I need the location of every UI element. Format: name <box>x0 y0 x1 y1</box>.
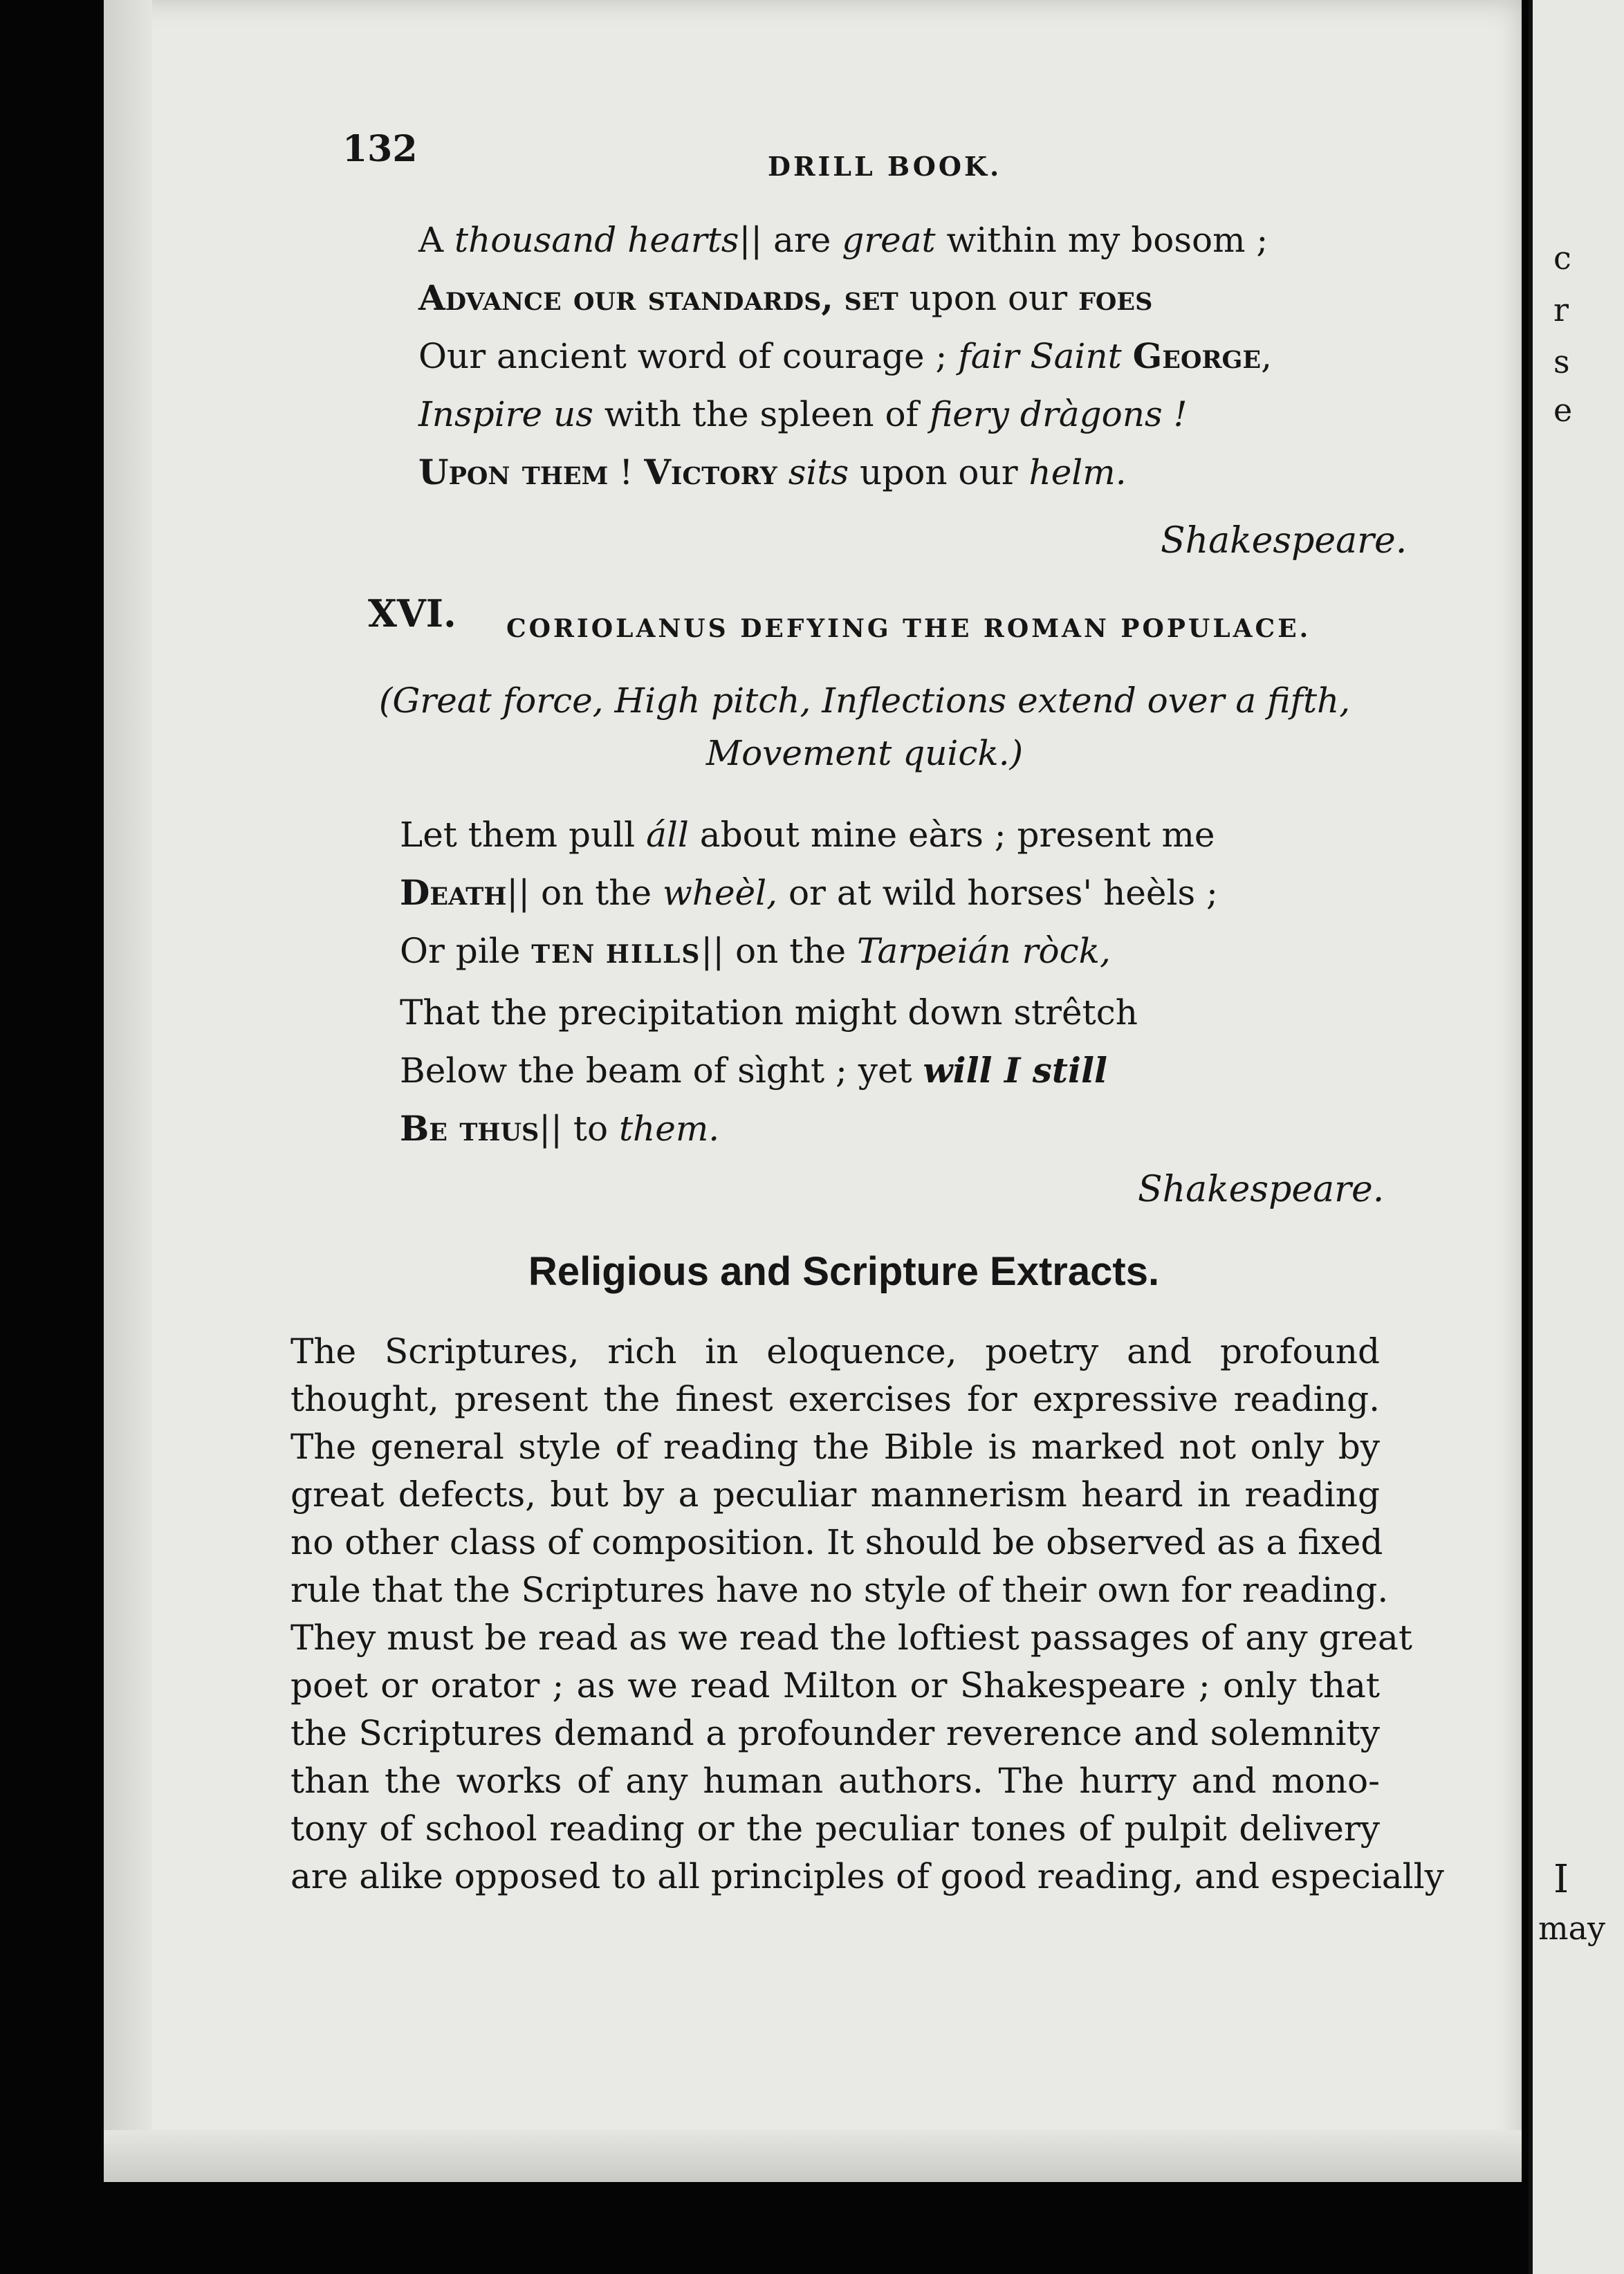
adjacent-page-fragment: e <box>1553 391 1573 429</box>
verse-segment: Death <box>400 872 507 913</box>
verse-segment: Our ancient word of courage ; <box>418 336 959 376</box>
verse-line <box>400 1100 1218 1158</box>
verse-segment: ! <box>608 452 645 492</box>
verse-line <box>400 922 1218 983</box>
verse-line <box>418 327 1272 385</box>
paragraph-line: than the works of any human authors. The hurry and mono- <box>290 1761 1380 1801</box>
verse-line <box>418 211 1272 269</box>
verse-segment: set <box>844 277 898 318</box>
verse-segment: George <box>1132 335 1262 376</box>
attribution-xv: Shakespeare. <box>1161 520 1408 562</box>
adjacent-page-fragment: s <box>1553 343 1570 380</box>
verse-segment: A <box>418 220 455 260</box>
paragraph-line: great defects, but by a peculiar mannerism heard in reading <box>290 1475 1380 1515</box>
page-number: 132 <box>342 128 418 170</box>
verse-segment: within my bosom ; <box>935 220 1268 260</box>
verse-xv-lines <box>418 211 1272 501</box>
verse-segment: áll <box>646 815 689 855</box>
verse-segment: Victory <box>644 452 777 492</box>
verse-segment: Let them pull <box>400 815 647 855</box>
verse-segment: Advance our standards, <box>418 277 833 318</box>
paragraph-line: The general style of reading the Bible is marked not only by <box>290 1427 1380 1467</box>
paragraph-line: thought, present the finest exercises for expressive reading. <box>290 1379 1380 1419</box>
verse-segment: Upon them <box>418 452 609 492</box>
paragraph-line: tony of school reading or the peculiar tones of pulpit delivery <box>290 1809 1380 1849</box>
verse-segment: , <box>1261 336 1273 376</box>
paragraph-line: They must be read as we read the loftiest passages of any great <box>290 1618 1412 1658</box>
adjacent-page-fragment: may <box>1538 1910 1606 1947</box>
running-head: DRILL BOOK. <box>768 151 1002 182</box>
attribution-xvi: Shakespeare. <box>1138 1169 1385 1210</box>
paragraph-line: poet or orator ; as we read Milton or Shakespeare ; only that <box>290 1665 1380 1706</box>
section-numeral: XVI. <box>368 591 456 636</box>
verse-segment <box>833 278 845 318</box>
verse-segment: sits <box>788 452 849 492</box>
verse-line <box>400 864 1218 922</box>
page-bottom-shadow <box>104 2130 1522 2182</box>
delivery-direction: (Great force, High pitch, Inflections extend over a fifth, Movement quick.) <box>378 681 1351 773</box>
paragraph-line: no other class of composition. It should be observed as a fixed <box>290 1522 1383 1562</box>
verse-segment: them. <box>618 1109 720 1149</box>
adjacent-page-fragment: c <box>1553 239 1571 277</box>
adjacent-page-fragment: r <box>1553 291 1569 329</box>
paragraph-line: are alike opposed to all principles of good reading, and especially <box>290 1856 1444 1896</box>
verse-segment: Tarpeián ròck, <box>856 931 1111 971</box>
verse-segment: upon our <box>849 452 1029 492</box>
verse-segment: thousand hearts <box>454 220 739 260</box>
verse-segment: upon our <box>898 278 1079 318</box>
verse-line <box>400 1042 1218 1100</box>
verse-segment: with the spleen of <box>593 394 930 434</box>
verse-line <box>418 269 1272 327</box>
verse-segment: wheèl, <box>662 873 778 913</box>
body-paragraph <box>290 1328 1444 1901</box>
verse-segment: Inspire us <box>418 394 593 434</box>
verse-segment: about mine eàrs ; present me <box>688 815 1215 855</box>
verse-segment: fair Saint <box>958 336 1122 376</box>
verse-line <box>400 983 1218 1042</box>
verse-line <box>418 385 1272 443</box>
verse-segment: || on the <box>701 931 857 971</box>
verse-segment: Or pile <box>400 931 532 971</box>
section-title: CORIOLANUS DEFYING THE ROMAN POPULACE. <box>506 614 1311 643</box>
verse-segment: || are <box>739 220 842 260</box>
adjacent-page-fragment: I <box>1553 1857 1569 1902</box>
verse-line <box>400 806 1218 864</box>
paragraph-line: The Scriptures, rich in eloquence, poetry and profound <box>290 1331 1380 1371</box>
verse-segment: foes <box>1078 277 1153 318</box>
paragraph-line: rule that the Scriptures have no style of their own for reading. <box>290 1570 1389 1610</box>
verse-segment: || on the <box>506 873 663 913</box>
verse-xvi-lines <box>400 806 1218 1158</box>
adjacent-page-edge <box>1529 0 1624 2274</box>
verse-segment: or at wild horses' heèls ; <box>777 873 1218 913</box>
verse-segment: Be thus <box>400 1108 539 1149</box>
page-gutter-shadow <box>104 0 152 2182</box>
verse-segment: great <box>842 220 936 260</box>
verse-segment: fiery dràgons ! <box>929 394 1188 434</box>
verse-segment <box>1122 336 1133 376</box>
verse-segment: Below the beam of sìght ; yet <box>400 1051 923 1091</box>
verse-segment <box>777 452 788 492</box>
verse-segment: That the precipitation might down strêtch <box>400 992 1138 1033</box>
verse-segment: TEN HILLS <box>531 940 701 969</box>
verse-line <box>418 443 1272 501</box>
paragraph-line: the Scriptures demand a profounder reverence and solemnity <box>290 1713 1380 1753</box>
section-heading: Religious and Scripture Extracts. <box>528 1249 1160 1294</box>
verse-segment: || to <box>539 1109 619 1149</box>
verse-segment: will I still <box>923 1050 1107 1091</box>
verse-segment: helm. <box>1028 452 1127 492</box>
